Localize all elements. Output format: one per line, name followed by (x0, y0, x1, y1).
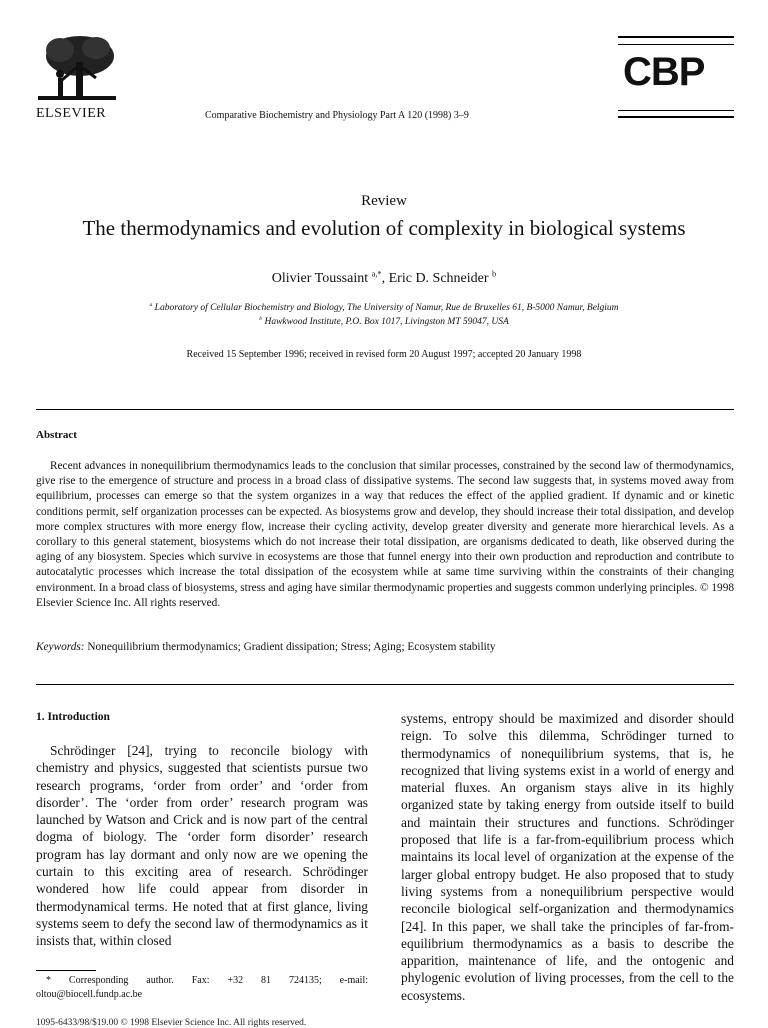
divider (36, 409, 734, 410)
logo-rule (618, 44, 734, 45)
section-heading: 1. Introduction (36, 711, 110, 723)
abstract-heading: Abstract (36, 429, 77, 441)
author-name: Eric D. Schneider (388, 271, 489, 286)
received-dates: Received 15 September 1996; received in revised form 20 August 1997; accepted 20 January 1998 (186, 349, 582, 360)
publisher-name: ELSEVIER (36, 106, 107, 121)
logo-rule (618, 110, 734, 111)
affiliation (0, 317, 768, 327)
elsevier-tree-logo (36, 32, 118, 104)
paragraph: systems, entropy should be maximized and disorder should reign. To solve this dilemma, Schrödinger turned to thermodynamics of nonequilibrium systems, that is, he recognized that living systems exist in a world of energy and material fluxes. An organism stays alive in its highly organized state by taking energy from outside itself to build and maintain their structures and functions. Schrödinger proposed that life is a far-from-equilibrium process which maintains its local level of organization at the expense of the larger global entropy budget. He also proposed that to study living systems from a nonequilibrium perspective would reconcile biological self-organization and thermodynamics [24]. In this paper, we shall take the principles of far-from-equilibrium thermodynamics as a basis to describe the apparition, maintenance of life, and the ontogenic and phylogenic evolution of living processes, from the cell to the ecosystems. (401, 711, 734, 1003)
author-superscript: a,* (371, 269, 382, 279)
footnote: * Corresponding author. Fax: +32 81 724135; e-mail: oltou@biocell.fundp.ac.be (36, 975, 368, 1000)
affiliation-text: Hawkwood Institute, P.O. Box 1017, Livingston MT 59047, USA (264, 317, 509, 327)
logo-rule (618, 36, 734, 38)
divider (36, 684, 734, 685)
keywords-list: Nonequilibrium thermodynamics; Gradient dissipation; Stress; Aging; Ecosystem stability (87, 641, 496, 653)
journal-citation: Comparative Biochemistry and Physiology Part A 120 (1998) 3–9 (205, 110, 469, 121)
affiliation (0, 303, 768, 313)
author-name: Olivier Toussaint (271, 271, 369, 286)
abstract-text: Recent advances in nonequilibrium thermodynamics leads to the conclusion that similar processes, constrained by the second law of thermodynamics, give rise to the emergence of structure and process in a broad class of dissipative systems. The second law suggests that, in systems moved away from equilibrium, processes can emerge so that the system organizes in a way that reduces the effect of the applied gradient. If dynamic and or kinetic conditions permit, self organization processes can be expected. As biosystems grow and develop, they should increase their total dissipation, and develop more complex structures with more energy flow, increase their cycling activity, develop greater diversity and generate more hierarchical levels. As a corollary to this general statement, biosystems which do not increase their total dissipation, are organisms dedicated to death, like observed during the aging of any biosystem. Species which survive in ecosystems are those that funnel energy into their own production and reproduction and contribute to autocatalytic processes which increase the total dissipation of the ecosystem while at same time surviving within the constraints of their changing environment. In a broad class of biosystems, stress and aging have similar thermodynamic properties and suggests common underlying principles. © 1998 Elsevier Science Inc. All rights reserved. (36, 460, 734, 609)
keywords (36, 641, 496, 653)
affiliation-marker: a (149, 301, 153, 308)
logo-rule (618, 116, 734, 118)
article-type: Review (361, 193, 407, 209)
affiliation-marker: b (259, 315, 263, 322)
affiliation-text: Laboratory of Cellular Biochemistry and Biology, The University of Namur, Rue de Bruxelles 61, B-5000 Namur, Belgium (154, 303, 619, 313)
footnote-rule (36, 970, 96, 971)
keywords-label: Keywords: (36, 641, 85, 653)
article-title: The thermodynamics and evolution of complexity in biological systems (82, 216, 686, 240)
author-superscript: b (492, 269, 497, 279)
left-column (36, 742, 368, 950)
journal-logo: CBP (623, 50, 705, 94)
abstract-body (36, 459, 734, 611)
paragraph: Schrödinger [24], trying to reconcile biology with chemistry and physics, suggested that scientists pursue two research programs, ‘order from order’ and ‘order from disorder’. The ‘order from order’ research program was launched by Watson and Crick and is now part of the central dogma of biology. The ‘order form disorder’ research program has lay dormant and only now are we opening the curtain to this exciting area of research. Schrödinger wondered how life could appear from disorder in thermodynamical terms. He noted that at first glance, living systems seem to defy the second law of thermodynamics as it insists that, within closed (36, 743, 368, 949)
author-list: Olivier Toussaint $^{a,*}$, Eric D. Schneider $^b$ (271, 269, 497, 286)
right-column (401, 710, 734, 1004)
copyright-line: 1095-6433/98/$19.00 © 1998 Elsevier Science Inc. All rights reserved. (36, 1018, 307, 1028)
